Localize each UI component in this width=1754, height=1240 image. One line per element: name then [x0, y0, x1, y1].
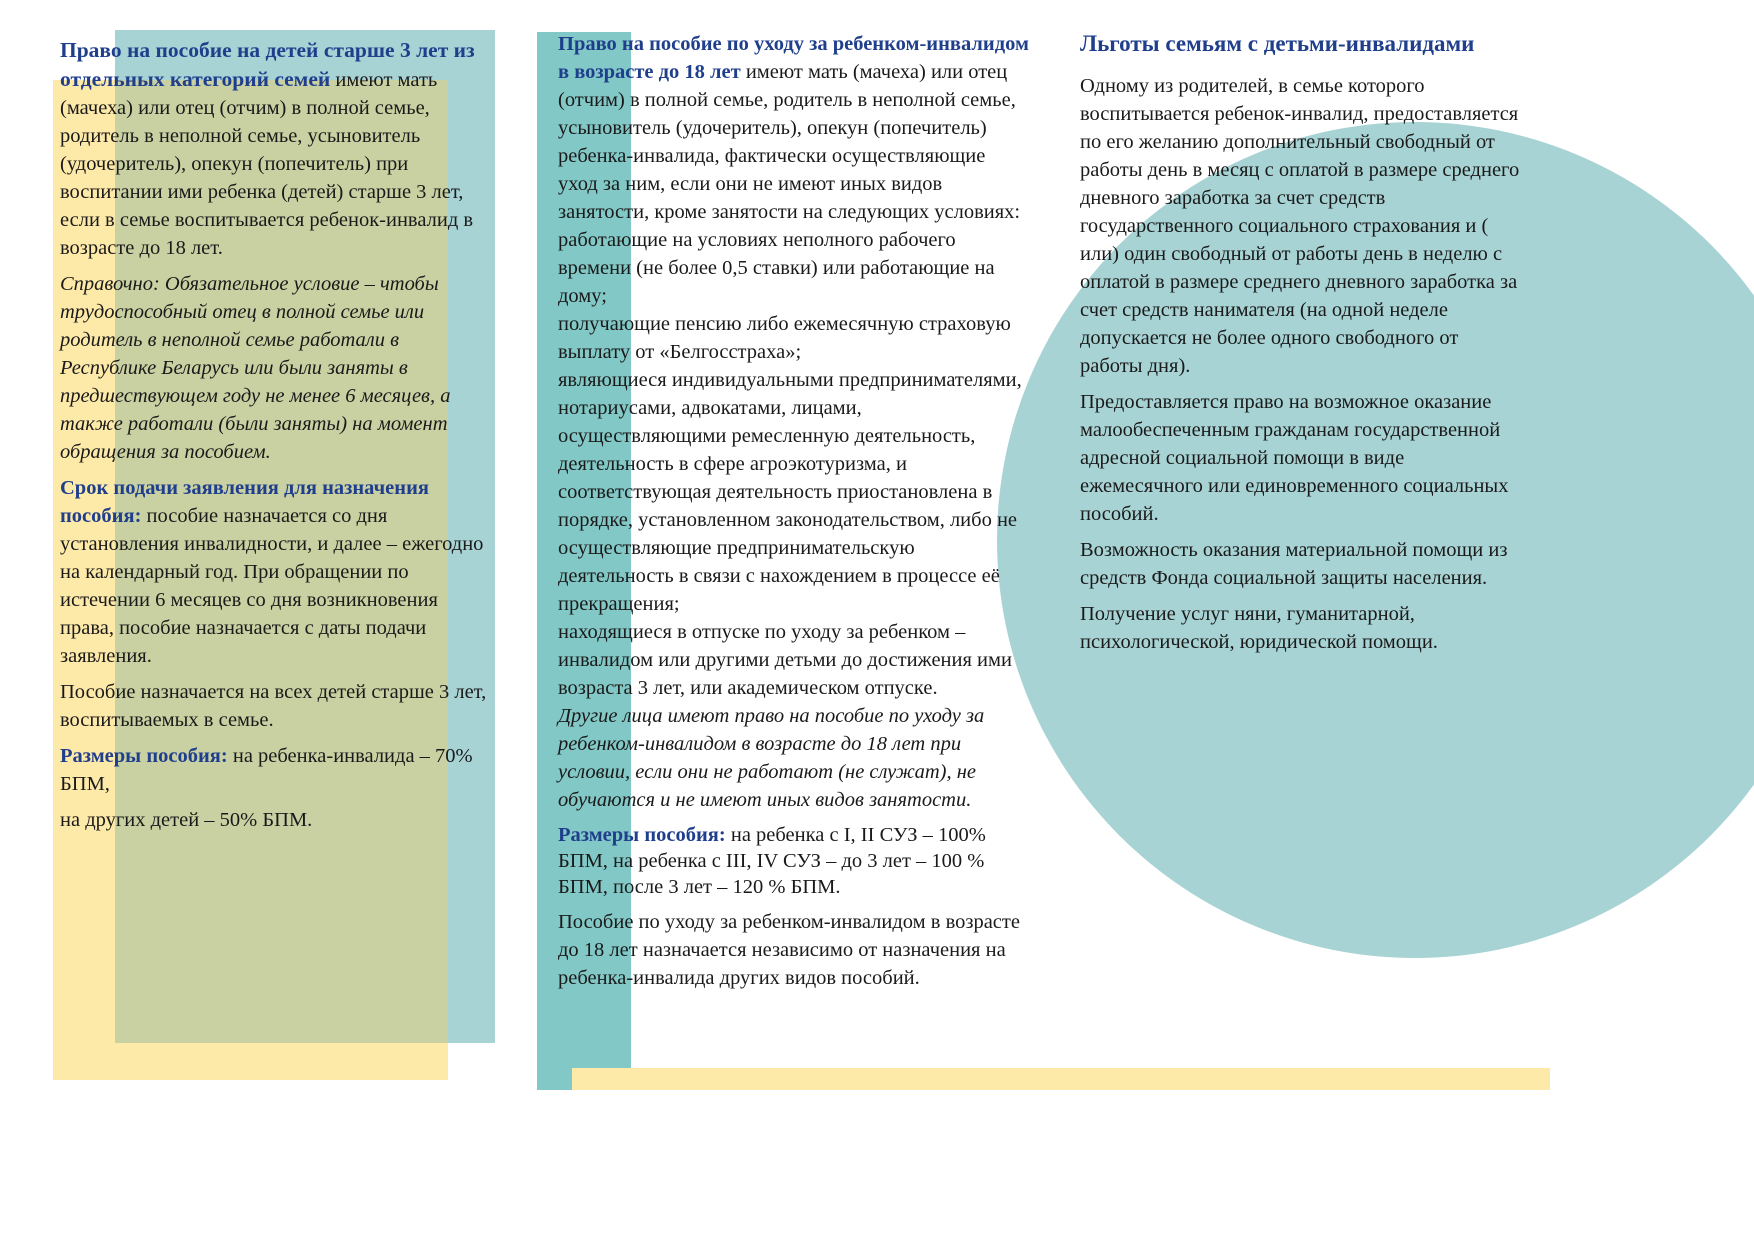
panel2-intro: [558, 30, 1030, 226]
panel1-note: Справочно: Обязательное условие – чтобы трудоспособный отец в полной семье или родитель в неполной семье работали в Республике Беларусь или были заняты в предшествующем году не менее 6 месяцев, а также работали (были заняты) на момент обращения за пособием.: [60, 273, 451, 463]
panel2-sizes: [558, 822, 1030, 900]
panel1-sizes-other: на других детей – 50% БПМ.: [60, 809, 313, 831]
panel2-others: Другие лица имеют право на пособие по уходу за ребенком-инвалидом в возрасте до 18 лет при условии, если они не работают (не служат), не обучаются и не имеют иных видов занятости.: [558, 705, 985, 811]
panel1-all-children: Пособие назначается на всех детей старше 3 лет, воспитываемых в семье.: [60, 681, 487, 731]
panel3-title: Льготы семьям с детьми-инвалидами: [1080, 31, 1475, 56]
panel1-intro: [60, 36, 490, 262]
panel-family-benefits: [1080, 30, 1525, 664]
yellow-bar-bottom: [572, 1068, 1550, 1090]
panel3-paragraph-1: Одному из родителей, в семье которого воспитывается ребенок-инвалид, предоставляется по его желанию дополнительный свободный от работы день в месяц с оплатой в размере среднего дневного заработка за счет средств государственного социального страхования и ( или) один свободный от работы день в неделю с оплатой в размере среднего дневного заработка за счет средств нанимателя (на одной неделе допускается не более одного свободного от работы дня).: [1080, 75, 1520, 377]
panel3-paragraph-2: Предоставляется право на возможное оказание малообеспеченным гражданам государственной адресной социальной помощи в виде ежемесячного или единовременного социальных пособий.: [1080, 391, 1509, 525]
list-item: получающие пенсию либо ежемесячную страховую выплату от «Белгосстраха»;: [558, 313, 1011, 363]
panel2-conditions-list: [558, 226, 1030, 702]
panel-care-allowance: [558, 30, 1030, 1000]
panel2-heading: Право на пособие по уходу за ребенком-инвалидом в возрасте до 18 лет: [558, 33, 1029, 83]
panel1-heading: Право на пособие на детей старше 3 лет из отдельных категорий семей: [60, 38, 475, 91]
list-item: являющиеся индивидуальными предпринимателями, нотариусами, адвокатами, лицами, осуществляющими ремесленную деятельность, деятельность в сфере агроэкотуризма, и соответствующая деятельность приостановлена в порядке, установленном законодательством, либо не осуществляющие предпринимательскую деятельность в связи с нахождением в процессе её прекращения;: [558, 369, 1022, 615]
panel1-term-heading: Срок подачи заявления для назначения пособия:: [60, 477, 429, 527]
panel-child-over-3-allowance: [60, 36, 490, 842]
panel2-body: имеют мать (мачеха) или отец (отчим) в полной семье, родитель в неполной семье, усыновитель (удочеритель), опекун (попечитель) ребенка-инвалида, фактически осуществляющие уход за ним, если они не имеют иных видов занятости, кроме занятости на следующих условиях:: [558, 61, 1021, 223]
panel1-sizes-heading: Размеры пособия:: [60, 745, 228, 767]
panel1-term-body: пособие назначается со дня установления инвалидности, и далее – ежегодно на календарный год. При обращении по истечении 6 месяцев со дня возникновения права, пособие назначается с даты подачи заявления.: [60, 505, 484, 667]
panel2-sizes-body: на ребенка с I, II СУЗ – 100% БПМ, на ребенка с III, IV СУЗ – до 3 лет – 100 % БПМ, после 3 лет – 120 % БПМ.: [558, 824, 986, 898]
panel1-sizes: [60, 742, 490, 798]
panel2-sizes-heading: Размеры пособия:: [558, 824, 726, 846]
panel1-sizes-body: на ребенка-инвалида – 70% БПМ,: [60, 745, 473, 795]
panel2-independent: Пособие по уходу за ребенком-инвалидом в возрасте до 18 лет назначается независимо от назначения на ребенка-инвалида других видов пособий.: [558, 911, 1020, 989]
panel1-term: [60, 474, 490, 670]
list-item: работающие на условиях неполного рабочего времени (не более 0,5 ставки) или работающие на дому;: [558, 229, 995, 307]
list-item: находящиеся в отпуске по уходу за ребенком – инвалидом или другими детьми до достижения ими возраста 3 лет, или академическом отпуске.: [558, 621, 1012, 699]
panel1-body: имеют мать (мачеха) или отец (отчим) в полной семье, родитель в неполной семье, усыновитель (удочеритель), опекун (попечитель) при воспитании ими ребенка (детей) старше 3 лет, если в семье воспитывается ребенок-инвалид в возрасте до 18 лет.: [60, 69, 474, 259]
panel3-paragraph-4: Получение услуг няни, гуманитарной, психологической, юридической помощи.: [1080, 603, 1438, 653]
panel3-paragraph-3: Возможность оказания материальной помощи из средств Фонда социальной защиты населения.: [1080, 539, 1508, 589]
